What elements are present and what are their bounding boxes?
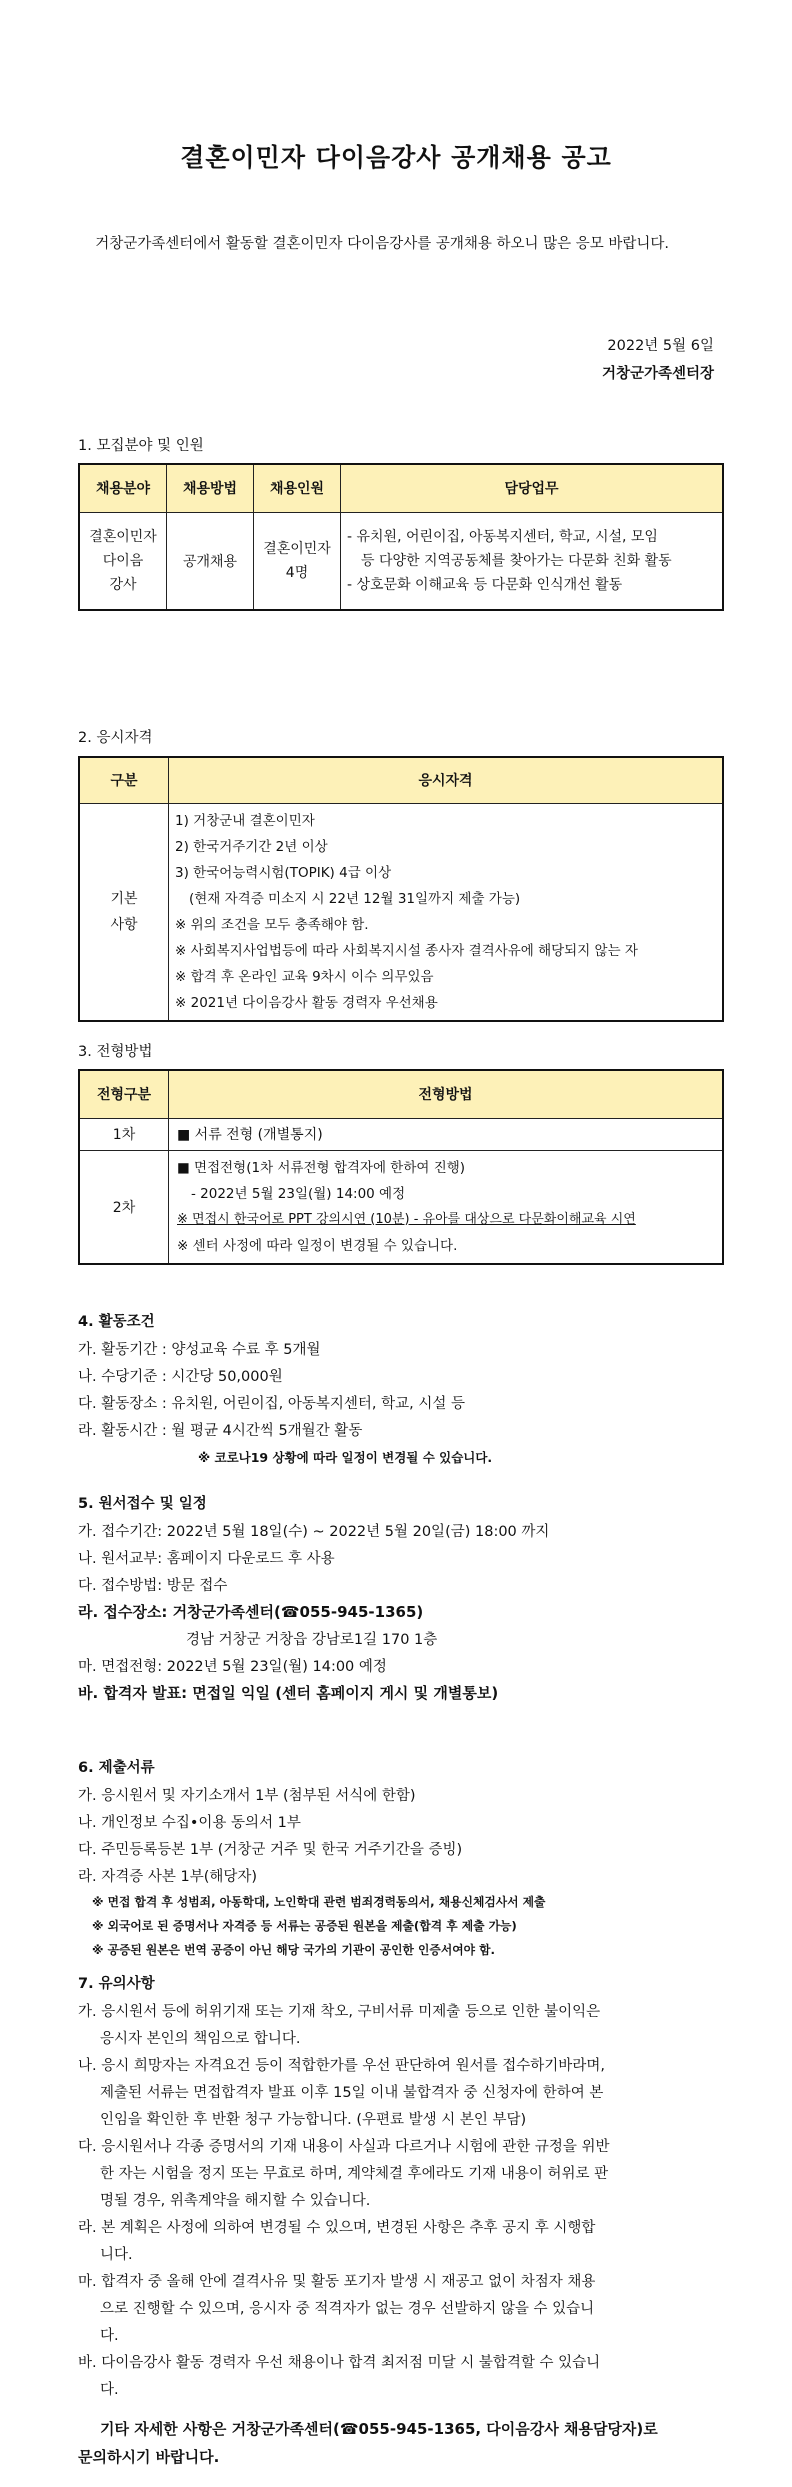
activity-line: 다. 활동장소 : 유치원, 어린이집, 아동복지센터, 학교, 시설 등 [78,1396,465,1412]
category-line: 기본 [110,890,138,907]
notice-line: 바. 다이음강사 활동 경력자 우선 채용이나 합격 최저점 미달 시 불합격할 수 있습니 [78,2355,601,2371]
section-6-heading: 6. 제출서류 [78,1760,155,1776]
stage-1-text: ■ 서류 전형 (개별통지) [169,1118,724,1150]
section-1-heading: 1. 모집분야 및 인원 [78,438,204,454]
qualification-cell [169,803,724,1021]
field-line: 결혼이민자 [89,528,157,545]
col-header-selection: 전형방법 [169,1070,724,1118]
notice-line: 가. 응시원서 등에 허위기재 또는 기재 착오, 구비서류 미제출 등으로 인한 불이익은 [78,2004,601,2020]
notice-line: 으로 진행할 수 있으며, 응시자 중 적격자가 없는 경우 선발하지 않을 수 있습니 [100,2301,595,2317]
col-header-duties: 담당업무 [341,464,724,512]
selection-table [78,1069,724,1265]
method-cell: 공개채용 [167,512,254,610]
activity-line: 나. 수당기준 : 시간당 50,000원 [78,1369,283,1385]
stage-2-line: ※ 센터 사정에 따라 일정이 변경될 수 있습니다. [177,1237,458,1254]
qualification-item: ※ 사회복지사업법등에 따라 사회복지시설 종사자 결격사유에 해당되지 않는 자 [175,942,638,959]
col-header-field: 채용분야 [79,464,167,512]
activity-line: 라. 활동시간 : 월 평균 4시간씩 5개월간 활동 [78,1423,363,1439]
count-line: 4명 [285,564,309,581]
section-4-heading: 4. 활동조건 [78,1314,155,1330]
activity-line: 가. 활동기간 : 양성교육 수료 후 5개월 [78,1342,321,1358]
document-line: 다. 주민등록등본 1부 (거창군 거주 및 한국 거주기간을 증빙) [78,1842,463,1858]
notice-line: 제출된 서류는 면접합격자 발표 이후 15일 이내 불합격자 중 신청자에 한하여 본 [100,2085,604,2101]
notice-line: 니다. [100,2247,133,2263]
col-header-category: 구분 [79,757,169,803]
stage-2-line: ※ 면접시 한국어로 PPT 강의시연 (10분) - 유아를 대상으로 다문화이해교육 시연 [177,1211,636,1227]
notice-line: 마. 합격자 중 올해 안에 결격사유 및 활동 포기자 발생 시 재공고 없이 차점자 채용 [78,2274,596,2290]
document-note: ※ 면접 합격 후 성범죄, 아동학대, 노인학대 관련 범죄경력동의서, 채용신체검사서 제출 [92,1895,546,1909]
notice-line: 응시자 본인의 책임으로 합니다. [100,2031,301,2047]
section-2-heading: 2. 응시자격 [78,730,153,746]
col-header-stage: 전형구분 [79,1070,169,1118]
duty-line: 등 다양한 지역공동체를 찾아가는 다문화 친화 활동 [361,552,672,569]
stage-2-label: 2차 [79,1150,169,1264]
duty-line: - 유치원, 어린이집, 아동복지센터, 학교, 시설, 모임 [347,528,658,545]
schedule-line: 라. 접수장소: 거창군가족센터(☎055-945-1365) [78,1603,424,1621]
field-cell [79,512,167,610]
col-header-method: 채용방법 [167,464,254,512]
notice-line: 라. 본 계획은 사정에 의하여 변경될 수 있으며, 변경된 사항은 추후 공지 후 시행합 [78,2220,596,2236]
qualification-item: ※ 합격 후 온라인 교육 9차시 이수 의무있음 [175,968,434,985]
qualification-item: 2) 한국거주기간 2년 이상 [175,838,328,855]
qualification-item: (현재 자격증 미소지 시 22년 12월 31일까지 제출 가능) [189,890,521,907]
stage-1-label: 1차 [79,1118,169,1150]
schedule-address: 경남 거창군 거창읍 강남로1길 170 1층 [186,1632,438,1648]
intro-text: 거창군가족센터에서 활동할 결혼이민자 다이음강사를 공개채용 하오니 많은 응모 바랍니다. [95,236,669,252]
schedule-line: 나. 원서교부: 홈페이지 다운로드 후 사용 [78,1551,335,1567]
notice-line: 명될 경우, 위촉계약을 해지할 수 있습니다. [100,2193,371,2209]
document-line: 가. 응시원서 및 자기소개서 1부 (첨부된 서식에 한함) [78,1788,416,1804]
duties-cell [341,512,724,610]
stage-2-cell [169,1150,724,1264]
covid-note: ※ 코로나19 상황에 따라 일정이 변경될 수 있습니다. [198,1450,493,1465]
closing-line: 문의하시기 바랍니다. [78,2448,220,2466]
stage-2-line: ■ 면접전형(1차 서류전형 합격자에 한하여 진행) [177,1159,466,1176]
closing-line: 기타 자세한 사항은 거창군가족센터(☎055-945-1365, 다이음강사 채용담당자)로 [100,2420,658,2438]
count-line: 결혼이민자 [263,540,331,557]
stage-2-line: - 2022년 5월 23일(월) 14:00 예정 [191,1185,406,1202]
notice-line: 한 자는 시험을 정지 또는 무효로 하며, 계약체결 후에라도 기재 내용이 허위로 판 [100,2166,609,2182]
field-line: 다이음 [102,552,144,569]
section-7-heading: 7. 유의사항 [78,1976,155,1992]
schedule-line: 가. 접수기간: 2022년 5월 18일(수) ~ 2022년 5월 20일(금) 18:00 까지 [78,1524,550,1540]
qualification-item: ※ 2021년 다이음강사 활동 경력자 우선채용 [175,994,438,1011]
qualification-item: ※ 위의 조건을 모두 충족해야 함. [175,916,369,933]
document-note: ※ 외국어로 된 증명서나 자격증 등 서류는 공증된 원본을 제출(합격 후 제출 가능) [92,1919,517,1933]
document-line: 나. 개인정보 수집•이용 동의서 1부 [78,1815,301,1831]
organization-name: 거창군가족센터장 [601,366,714,382]
category-line: 사항 [110,916,138,933]
notice-line: 인임을 확인한 후 반환 청구 가능합니다. (우편료 발생 시 본인 부담) [100,2112,527,2128]
notice-line: 다. [100,2382,119,2398]
category-cell [79,803,169,1021]
notice-line: 다. [100,2328,119,2344]
page-title: 결혼이민자 다이음강사 공개채용 공고 [180,143,612,172]
announcement-date: 2022년 5월 6일 [607,338,714,354]
notice-line: 다. 응시원서나 각종 증명서의 기재 내용이 사실과 다르거나 시험에 관한 규정을 위반 [78,2139,610,2155]
qualification-item: 3) 한국어능력시험(TOPIK) 4급 이상 [175,864,392,881]
count-cell [254,512,341,610]
schedule-line: 바. 합격자 발표: 면접일 익일 (센터 홈페이지 게시 및 개별통보) [78,1684,499,1702]
notice-line: 나. 응시 희망자는 자격요건 등이 적합한가를 우선 판단하여 원서를 접수하기바라며, [78,2058,605,2074]
qualification-table [78,756,724,1022]
schedule-line: 마. 면접전형: 2022년 5월 23일(월) 14:00 예정 [78,1659,387,1675]
qualification-item: 1) 거창군내 결혼이민자 [175,812,315,829]
col-header-count: 채용인원 [254,464,341,512]
duty-line: - 상호문화 이해교육 등 다문화 인식개선 활동 [347,576,623,593]
section-3-heading: 3. 전형방법 [78,1044,153,1060]
recruitment-table [78,463,724,611]
col-header-qualification: 응시자격 [169,757,724,803]
schedule-line: 다. 접수방법: 방문 접수 [78,1578,228,1594]
field-line: 강사 [109,576,137,593]
document-line: 라. 자격증 사본 1부(해당자) [78,1869,258,1885]
section-5-heading: 5. 원서접수 및 일정 [78,1496,207,1512]
document-note: ※ 공증된 원본은 번역 공증이 아닌 해당 국가의 기관이 공인한 인증서여야 함. [92,1943,496,1957]
